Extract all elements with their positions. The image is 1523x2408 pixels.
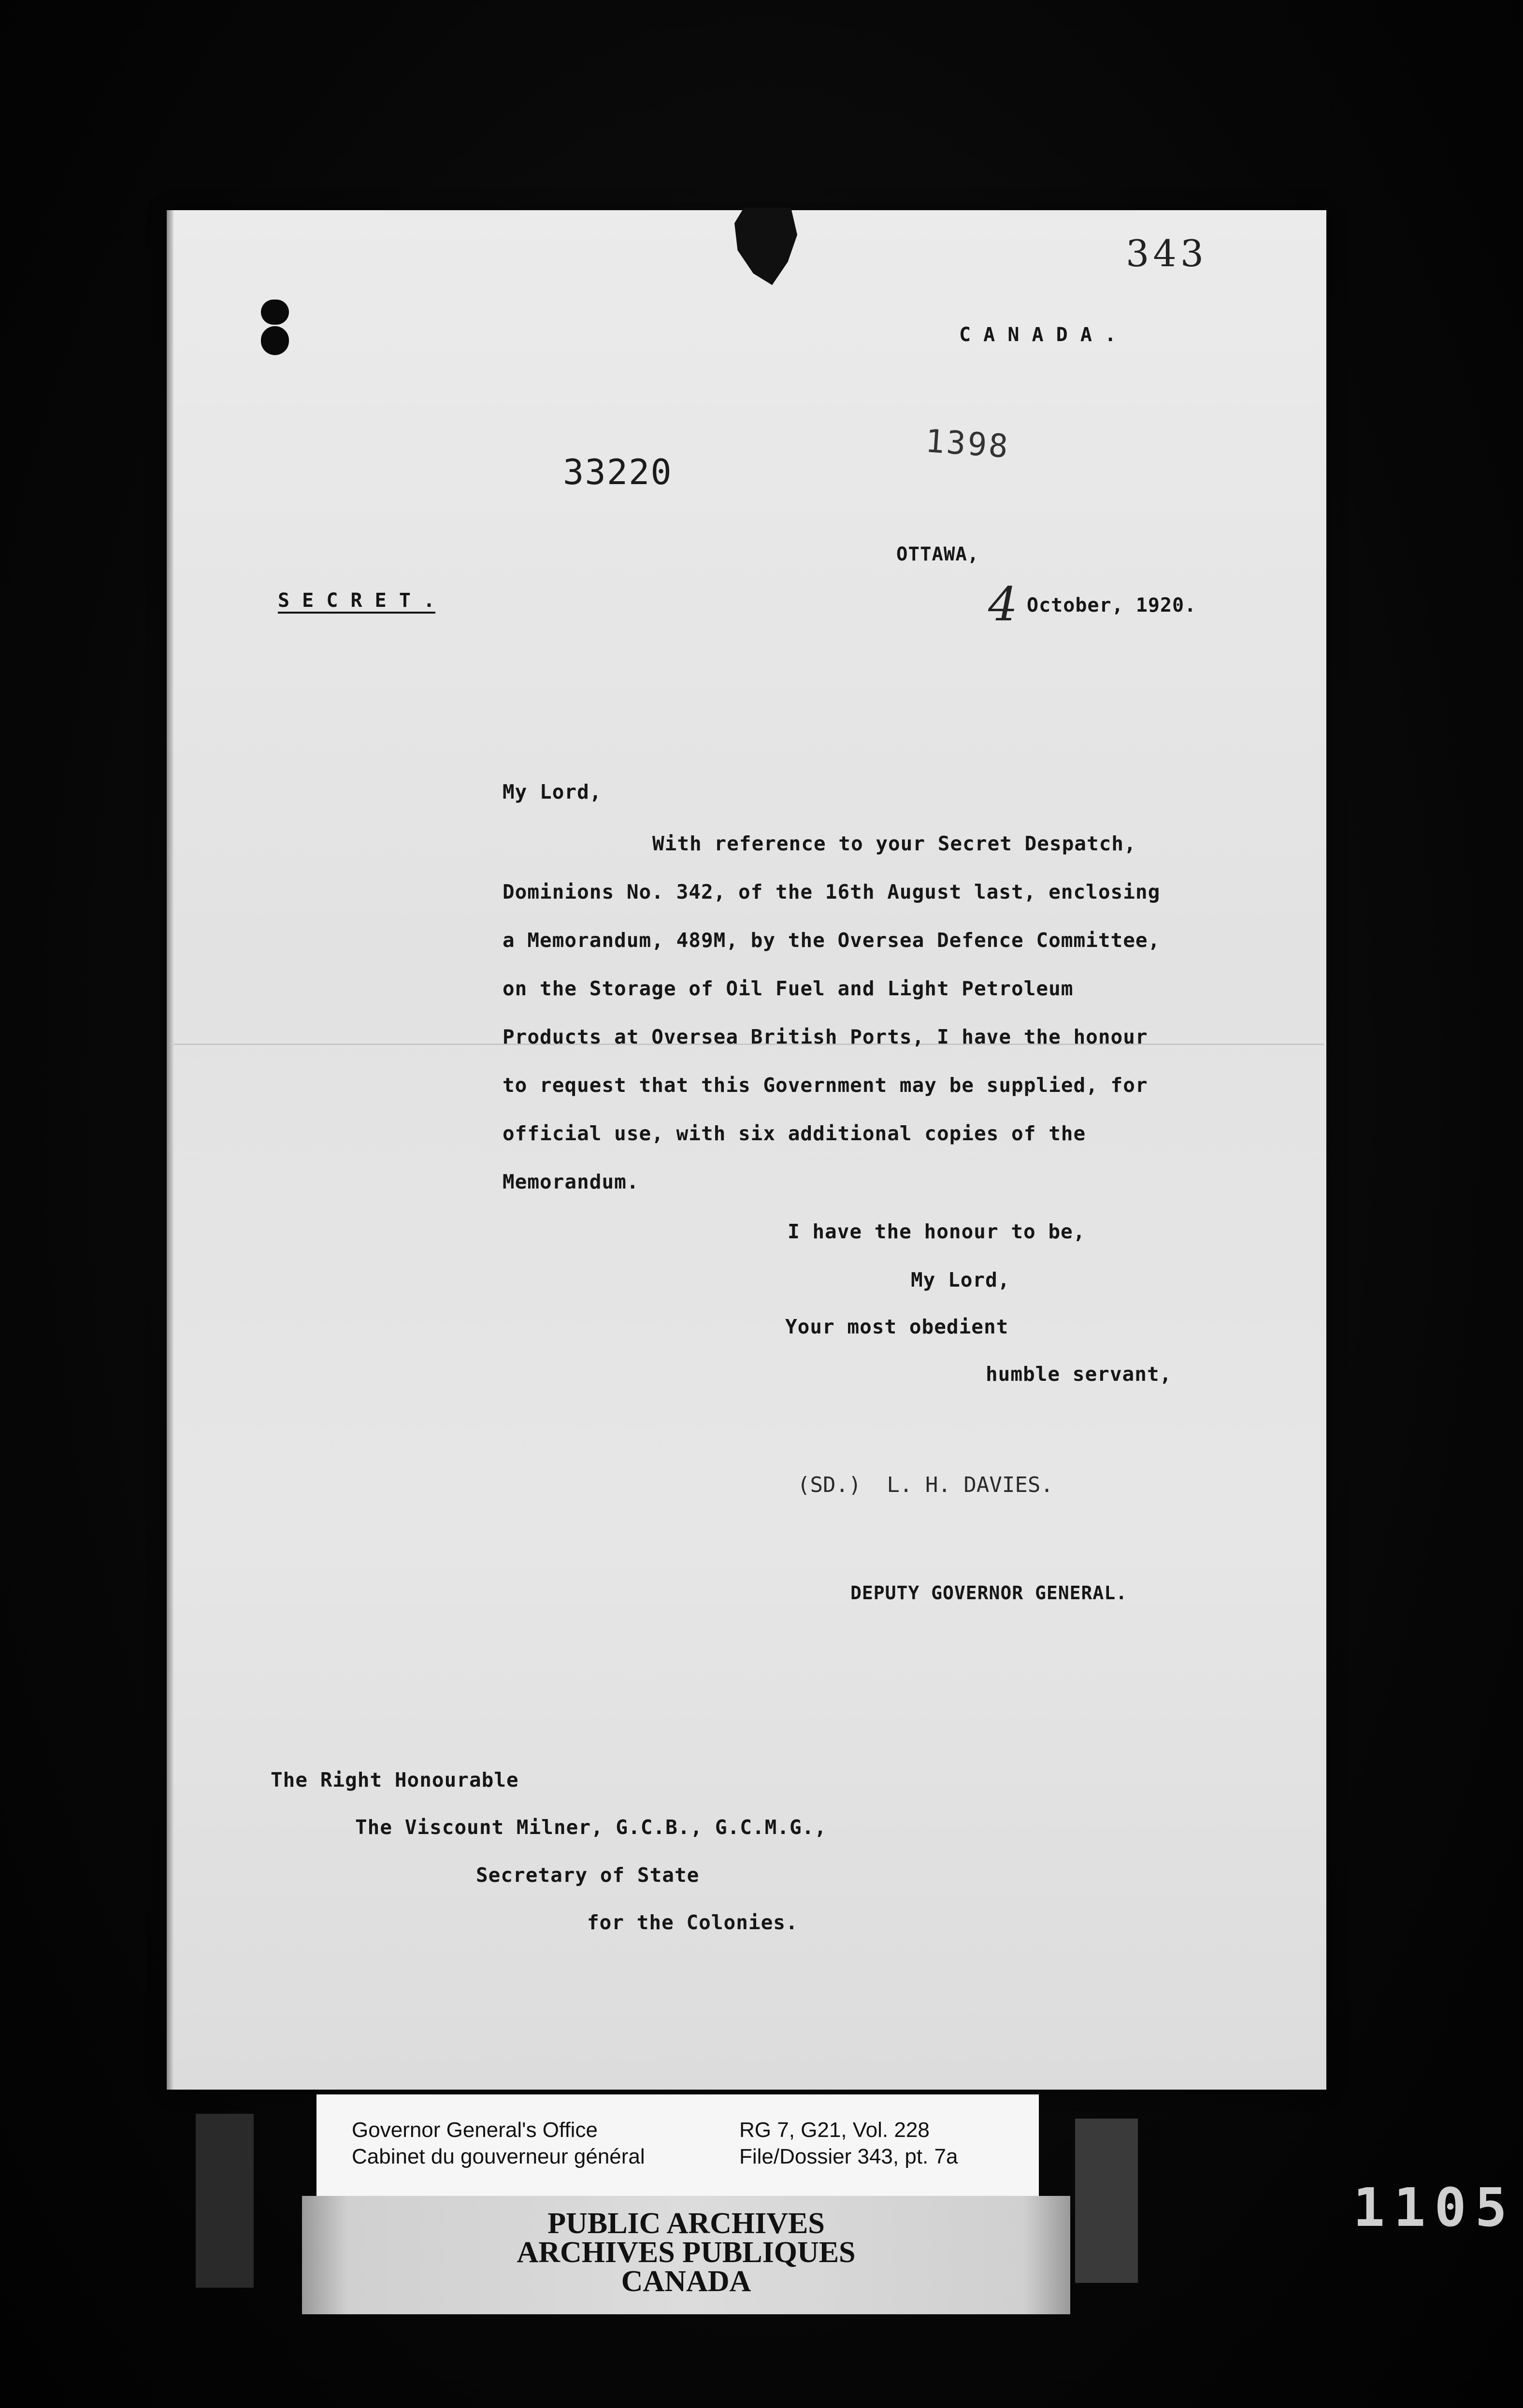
date-day: 4 [988,577,1018,631]
addressee-line: The Viscount Milner, G.C.B., G.C.M.G., [355,1816,827,1839]
archives-line-3: CANADA [621,2265,751,2298]
signature-title: DEPUTY GOVERNOR GENERAL. [850,1582,1128,1604]
salutation: My Lord, [503,780,602,803]
addressee-line: Secretary of State [476,1863,700,1887]
addressee-line: for the Colonies. [587,1911,798,1934]
punch-hole-bottom [261,326,289,355]
city: OTTAWA, [896,544,979,565]
body-line: official use, with six additional copies of the [503,1122,1086,1145]
body-line: With reference to your Secret Despatch, [652,832,1136,855]
closing-line: humble servant, [986,1362,1172,1386]
record-group-reference: RG 7, G21, Vol. 228 [739,2118,930,2142]
closing-line: My Lord, [911,1268,1010,1291]
archives-line-2: ARCHIVES PUBLIQUES [517,2236,856,2269]
archives-line-1: PUBLIC ARCHIVES [547,2207,825,2240]
classification-secret: S E C R E T . [278,589,436,612]
signature: (SD.) L. H. DAVIES. [797,1473,1053,1497]
body-line: Memorandum. [503,1170,639,1193]
punch-hole-top [261,300,289,325]
body-line: to request that this Government may be supplied, for [503,1074,1148,1097]
body-line: Products at Oversea British Ports, I have the honour [503,1025,1148,1048]
film-strip-right [1075,2119,1138,2283]
frame-number: 1105 [1353,2177,1516,2238]
addressee-line: The Right Honourable [271,1768,519,1792]
body-line: a Memorandum, 489M, by the Oversea Defence Committee, [503,929,1161,952]
closing-line: Your most obedient [785,1315,1009,1338]
date: October, 1920. [1027,594,1197,616]
closing-line: I have the honour to be, [788,1220,1086,1243]
folio-number: 343 [1126,232,1208,275]
office-english: Governor General's Office [352,2118,598,2142]
office-french: Cabinet du gouverneur général [352,2145,645,2168]
registry-number: 1398 [924,422,1011,466]
body-line: Dominions No. 342, of the 16th August last, enclosing [503,880,1161,903]
file-number: 33220 [563,452,673,492]
file-reference: File/Dossier 343, pt. 7a [739,2145,958,2168]
country-heading: C A N A D A . [959,324,1117,346]
film-strip-left [196,2114,254,2288]
body-line: on the Storage of Oil Fuel and Light Petroleum [503,977,1074,1000]
letter-page [167,210,1326,2090]
paper-tear [734,208,797,285]
